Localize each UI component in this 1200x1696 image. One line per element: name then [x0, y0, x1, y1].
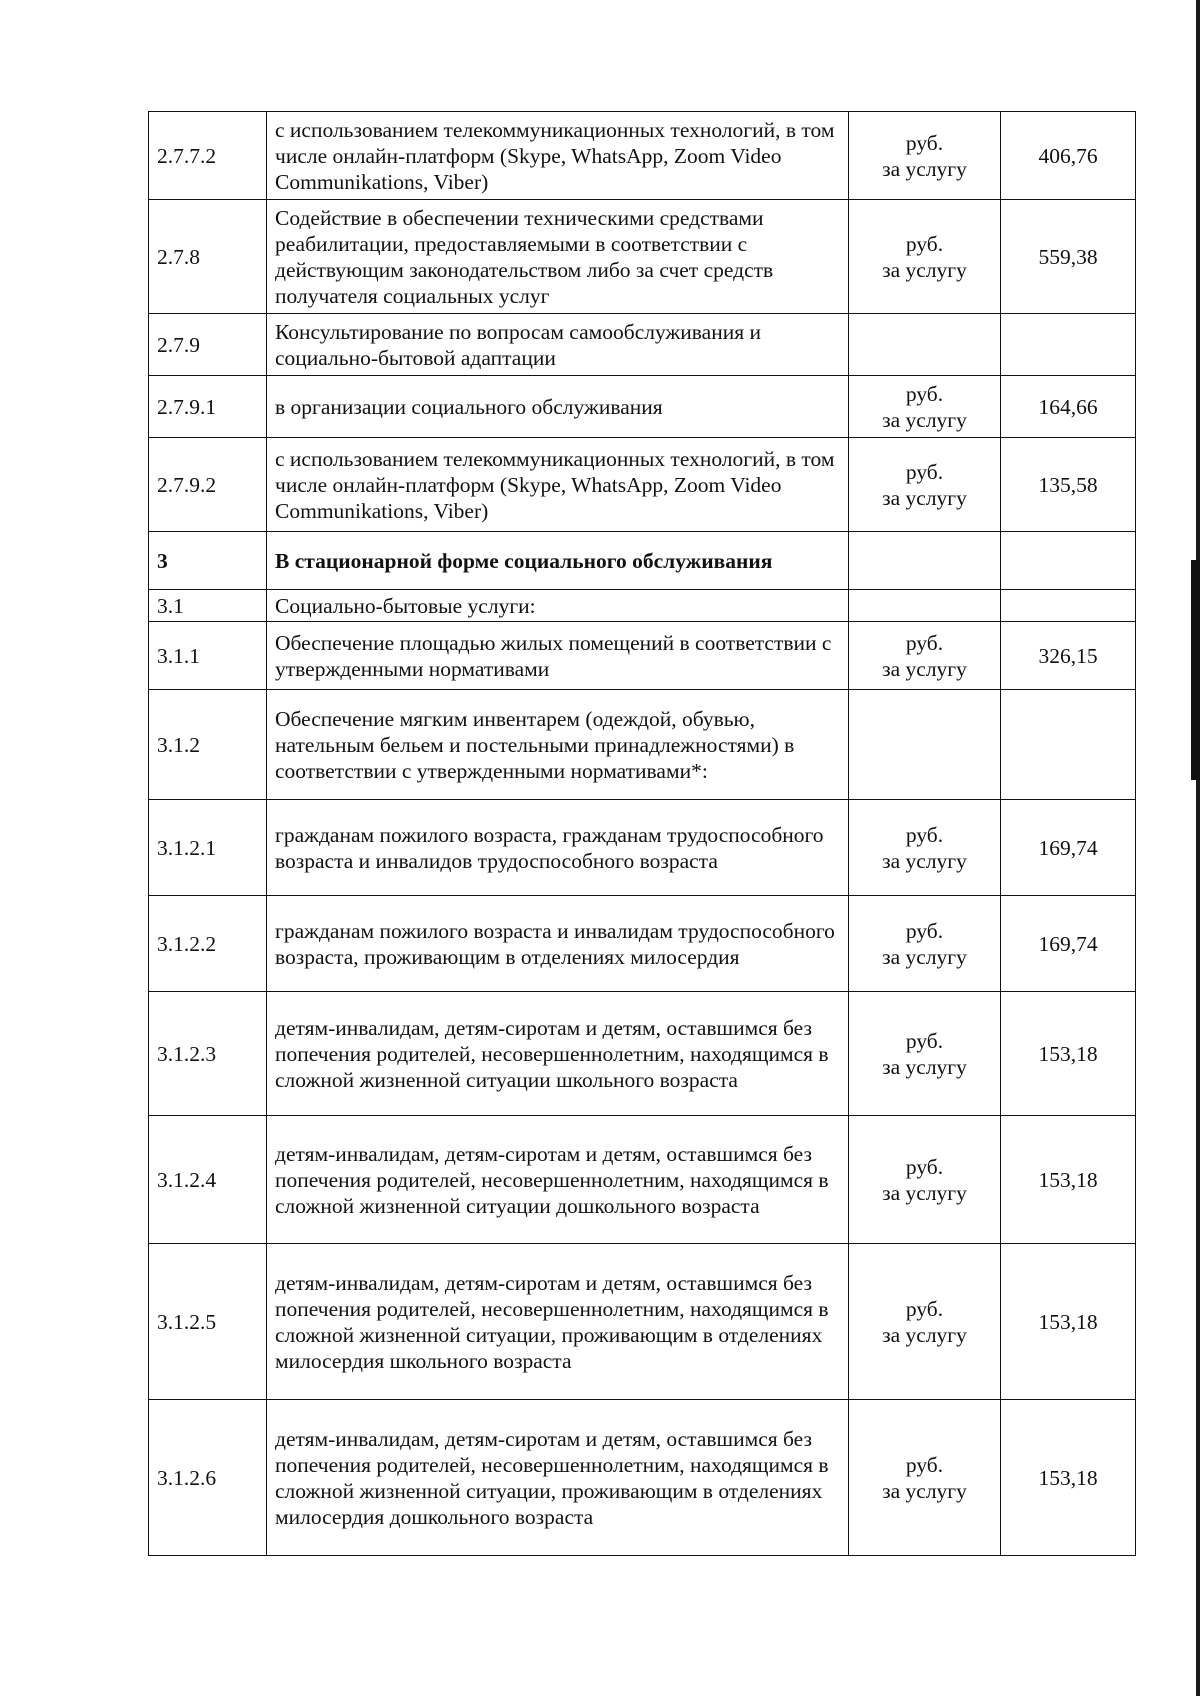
row-code: 2.7.7.2: [149, 112, 267, 200]
scan-edge-mark: [1191, 560, 1200, 780]
row-price: [1001, 690, 1136, 800]
table-row: [149, 314, 1136, 376]
row-unit-text: руб. за услугу: [882, 459, 967, 510]
row-service-name: В стационарной форме социального обслуживания: [267, 532, 849, 590]
row-unit: [849, 622, 1001, 690]
row-code: 2.7.8: [149, 200, 267, 314]
scan-page-edge: [1196, 0, 1200, 1696]
row-service-name: Обеспечение площадью жилых помещений в соответствии с утвержденными нормативами: [267, 622, 849, 690]
row-code: 3.1.1: [149, 622, 267, 690]
row-price: 406,76: [1001, 112, 1136, 200]
tariff-table: [148, 111, 1136, 1556]
table-row: [149, 590, 1136, 622]
row-unit: [849, 376, 1001, 438]
row-unit-text: руб. за услугу: [882, 1296, 967, 1347]
row-price: 169,74: [1001, 896, 1136, 992]
row-unit: [849, 590, 1001, 622]
table-row: [149, 112, 1136, 200]
row-service-name: Содействие в обеспечении техническими средствами реабилитации, предоставляемыми в соответствии с действующим законодательством либо за счет средств получателя социальных услуг: [267, 200, 849, 314]
row-price: 164,66: [1001, 376, 1136, 438]
row-service-name: в организации социального обслуживания: [267, 376, 849, 438]
row-unit: [849, 992, 1001, 1116]
row-code: 2.7.9.1: [149, 376, 267, 438]
table-row: [149, 376, 1136, 438]
row-service-name: детям-инвалидам, детям-сиротам и детям, оставшимся без попечения родителей, несовершеннолетним, находящимся в сложной жизненной ситуации, проживающим в отделениях милосердия дошкольного возраста: [267, 1400, 849, 1556]
row-price: 153,18: [1001, 1116, 1136, 1244]
row-price: 153,18: [1001, 1244, 1136, 1400]
table-row: [149, 690, 1136, 800]
row-code: 3.1.2: [149, 690, 267, 800]
row-code: 3.1.2.3: [149, 992, 267, 1116]
row-code: 3.1.2.6: [149, 1400, 267, 1556]
table-row: [149, 438, 1136, 532]
row-unit: [849, 532, 1001, 590]
row-service-name: детям-инвалидам, детям-сиротам и детям, оставшимся без попечения родителей, несовершеннолетним, находящимся в сложной жизненной ситуации, проживающим в отделениях милосердия школьного возраста: [267, 1244, 849, 1400]
row-unit: [849, 438, 1001, 532]
table-row: [149, 1400, 1136, 1556]
table-row: [149, 992, 1136, 1116]
row-unit: [849, 314, 1001, 376]
row-code: 2.7.9: [149, 314, 267, 376]
row-code: 3.1: [149, 590, 267, 622]
row-unit: [849, 800, 1001, 896]
row-unit: [849, 112, 1001, 200]
row-unit-text: руб. за услугу: [882, 1028, 967, 1079]
row-price: 326,15: [1001, 622, 1136, 690]
table-row: [149, 1116, 1136, 1244]
row-unit: [849, 1116, 1001, 1244]
row-price: 153,18: [1001, 992, 1136, 1116]
row-service-name: с использованием телекоммуникационных технологий, в том числе онлайн-платформ (Skype, WhatsApp, Zoom Video Communikations, Viber): [267, 438, 849, 532]
row-service-name: гражданам пожилого возраста и инвалидам трудоспособного возраста, проживающим в отделениях милосердия: [267, 896, 849, 992]
table-row: [149, 200, 1136, 314]
table-row: [149, 1244, 1136, 1400]
row-service-name: Консультирование по вопросам самообслуживания и социально-бытовой адаптации: [267, 314, 849, 376]
row-price: [1001, 590, 1136, 622]
row-unit-text: руб. за услугу: [882, 918, 967, 969]
row-service-name: с использованием телекоммуникационных технологий, в том числе онлайн-платформ (Skype, WhatsApp, Zoom Video Communikations, Viber): [267, 112, 849, 200]
row-unit: [849, 1244, 1001, 1400]
row-unit-text: руб. за услугу: [882, 1154, 967, 1205]
row-code: 3.1.2.1: [149, 800, 267, 896]
row-unit-text: руб. за услугу: [882, 381, 967, 432]
row-code: 3.1.2.2: [149, 896, 267, 992]
row-price: 169,74: [1001, 800, 1136, 896]
table-row: [149, 800, 1136, 896]
row-price: 559,38: [1001, 200, 1136, 314]
tariff-table-body: [149, 112, 1136, 1556]
row-code: 3.1.2.4: [149, 1116, 267, 1244]
row-unit: [849, 896, 1001, 992]
row-unit: [849, 690, 1001, 800]
row-code: 3.1.2.5: [149, 1244, 267, 1400]
row-service-name: Обеспечение мягким инвентарем (одеждой, обувью, нательным бельем и постельными принадлежностями) в соответствии с утвержденными нормативами*:: [267, 690, 849, 800]
row-unit-text: руб. за услугу: [882, 130, 967, 181]
row-price: 135,58: [1001, 438, 1136, 532]
table-row: [149, 532, 1136, 590]
row-code: 3: [149, 532, 267, 590]
row-code: 2.7.9.2: [149, 438, 267, 532]
row-price: [1001, 532, 1136, 590]
row-unit-text: руб. за услугу: [882, 231, 967, 282]
row-unit-text: руб. за услугу: [882, 630, 967, 681]
table-row: [149, 896, 1136, 992]
row-unit: [849, 200, 1001, 314]
row-unit: [849, 1400, 1001, 1556]
row-service-name: детям-инвалидам, детям-сиротам и детям, оставшимся без попечения родителей, несовершеннолетним, находящимся в сложной жизненной ситуации школьного возраста: [267, 992, 849, 1116]
table-row: [149, 622, 1136, 690]
row-service-name: Социально-бытовые услуги:: [267, 590, 849, 622]
row-price: [1001, 314, 1136, 376]
row-service-name: детям-инвалидам, детям-сиротам и детям, оставшимся без попечения родителей, несовершеннолетним, находящимся в сложной жизненной ситуации дошкольного возраста: [267, 1116, 849, 1244]
row-unit-text: руб. за услугу: [882, 822, 967, 873]
row-service-name: гражданам пожилого возраста, гражданам трудоспособного возраста и инвалидов трудоспособного возраста: [267, 800, 849, 896]
row-unit-text: руб. за услугу: [882, 1452, 967, 1503]
row-price: 153,18: [1001, 1400, 1136, 1556]
